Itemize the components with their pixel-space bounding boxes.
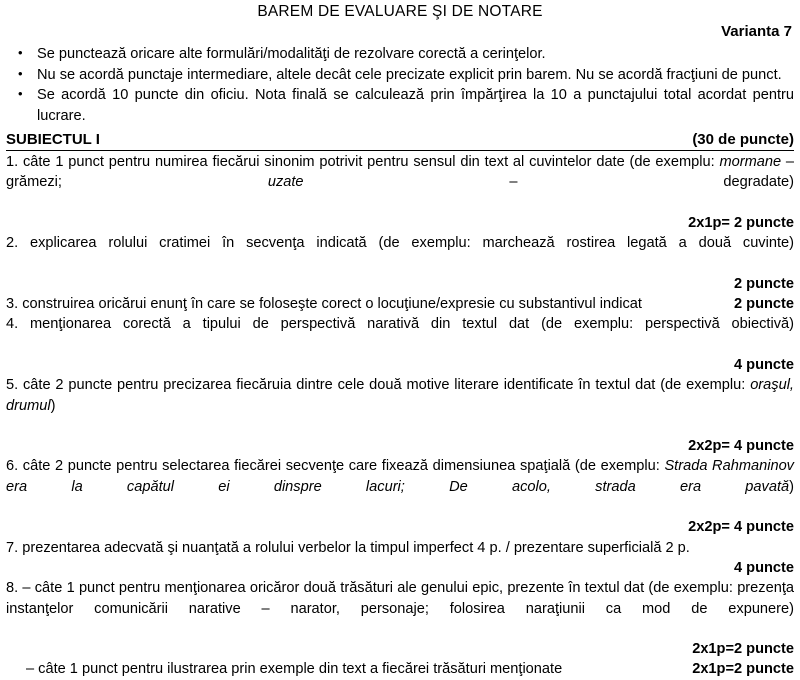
scoring-item-3 — [6, 294, 794, 314]
subject-points: (30 de puncte) — [692, 131, 794, 148]
item-1-italic-1: mormane — [719, 154, 782, 170]
item-2-text: 2. explicarea rolului cratimei în secvenţa indicată (de exemplu: marchează rostirea legată a două cuvinte) — [6, 235, 794, 252]
item-5-points: 2x2p= 4 puncte — [688, 438, 794, 455]
scoring-item-2 — [6, 233, 794, 294]
scoring-items — [6, 152, 794, 680]
scoring-item-5 — [6, 375, 794, 456]
scoring-item-6 — [6, 456, 794, 537]
item-8-points: 2x1p=2 puncte — [692, 641, 794, 658]
item-6-points: 2x2p= 4 puncte — [688, 519, 794, 536]
list-item: • Se acordă 10 puncte din oficiu. Nota finală se calculează prin împărţirea la 10 a punctajului total acordat pentru lucrare. — [6, 85, 794, 126]
item-7-points: 4 puncte — [733, 559, 794, 576]
item-5-text-c: ) — [50, 397, 56, 414]
general-notes-list — [6, 44, 794, 126]
item-1-text-c: – degradate) — [303, 174, 794, 191]
item-8-text: 8. – câte 1 punct pentru menţionarea oricăror două trăsături ale genului epic, prezente în textul dat (de exemplu: prezenţa instanţelor comunicării narative – narator, personaje; folosirea naraţiunii ca mod de expunere) — [6, 580, 794, 617]
item-5-italic-1: oraşul, drumul — [6, 377, 794, 414]
list-item: • Se punctează oricare alte formulări/modalităţi de rezolvare corectă a cerinţelor. — [6, 44, 794, 65]
scoring-item-9 — [6, 659, 794, 679]
item-9-text: – câte 1 punct pentru ilustrarea prin exemple din text a fiecărei trăsături menţionate — [26, 661, 563, 678]
scoring-item-7 — [6, 538, 794, 579]
item-4-text: 4. menţionarea corectă a tipului de perspectivă narativă din textul dat (de exemplu: perspectivă obiectivă) — [6, 316, 794, 333]
scoring-item-8 — [6, 578, 794, 659]
item-2-points: 2 puncte — [733, 275, 794, 292]
page-title: BAREM DE EVALUARE ŞI DE NOTARE — [257, 3, 543, 20]
variant-label: Varianta 7 — [721, 23, 792, 40]
item-1-italic-2: uzate — [267, 174, 304, 191]
item-5-text-a: 5. câte 2 puncte pentru precizarea fiecăruia dintre cele două motive literare identificate în textul dat (de exemplu: — [6, 377, 751, 394]
item-6-italic-1: Strada Rahmaninov era la capătul ei dinspre lacuri; De acolo, strada era pavată — [6, 458, 794, 495]
scoring-item-1 — [6, 152, 794, 233]
item-9-points: 2x1p=2 puncte — [692, 661, 794, 678]
item-1-text-b: – grămezi; — [6, 154, 794, 191]
item-7-text: 7. prezentarea adecvată şi nuanţată a rolului verbelor la timpul imperfect 4 p. / prezentare superficială 2 p. — [6, 539, 690, 556]
item-4-points: 4 puncte — [733, 356, 794, 373]
item-1-text-a: 1. câte 1 punct pentru numirea fiecărui sinonim potrivit pentru sensul din text al cuvintelor date (de exemplu: — [6, 154, 720, 170]
item-6-text-c: ) — [789, 478, 794, 495]
item-3-points: 2 puncte — [733, 296, 794, 313]
item-6-text-a: 6. câte 2 puncte pentru selectarea fiecărei secvenţe care fixează dimensiunea spaţială (de exemplu: — [6, 458, 665, 475]
list-item: • Nu se acordă punctaje intermediare, altele decât cele precizate explicit prin barem. Nu se acordă fracţiuni de punct. — [6, 65, 794, 86]
item-3-text: 3. construirea oricărui enunţ în care se foloseşte corect o locuţiune/expresie cu substantivul indicat — [6, 296, 642, 313]
item-1-points: 2x1p= 2 puncte — [688, 214, 794, 231]
subject-label: SUBIECTUL I — [6, 131, 100, 148]
subject-header — [6, 130, 794, 151]
scoring-item-4 — [6, 314, 794, 375]
